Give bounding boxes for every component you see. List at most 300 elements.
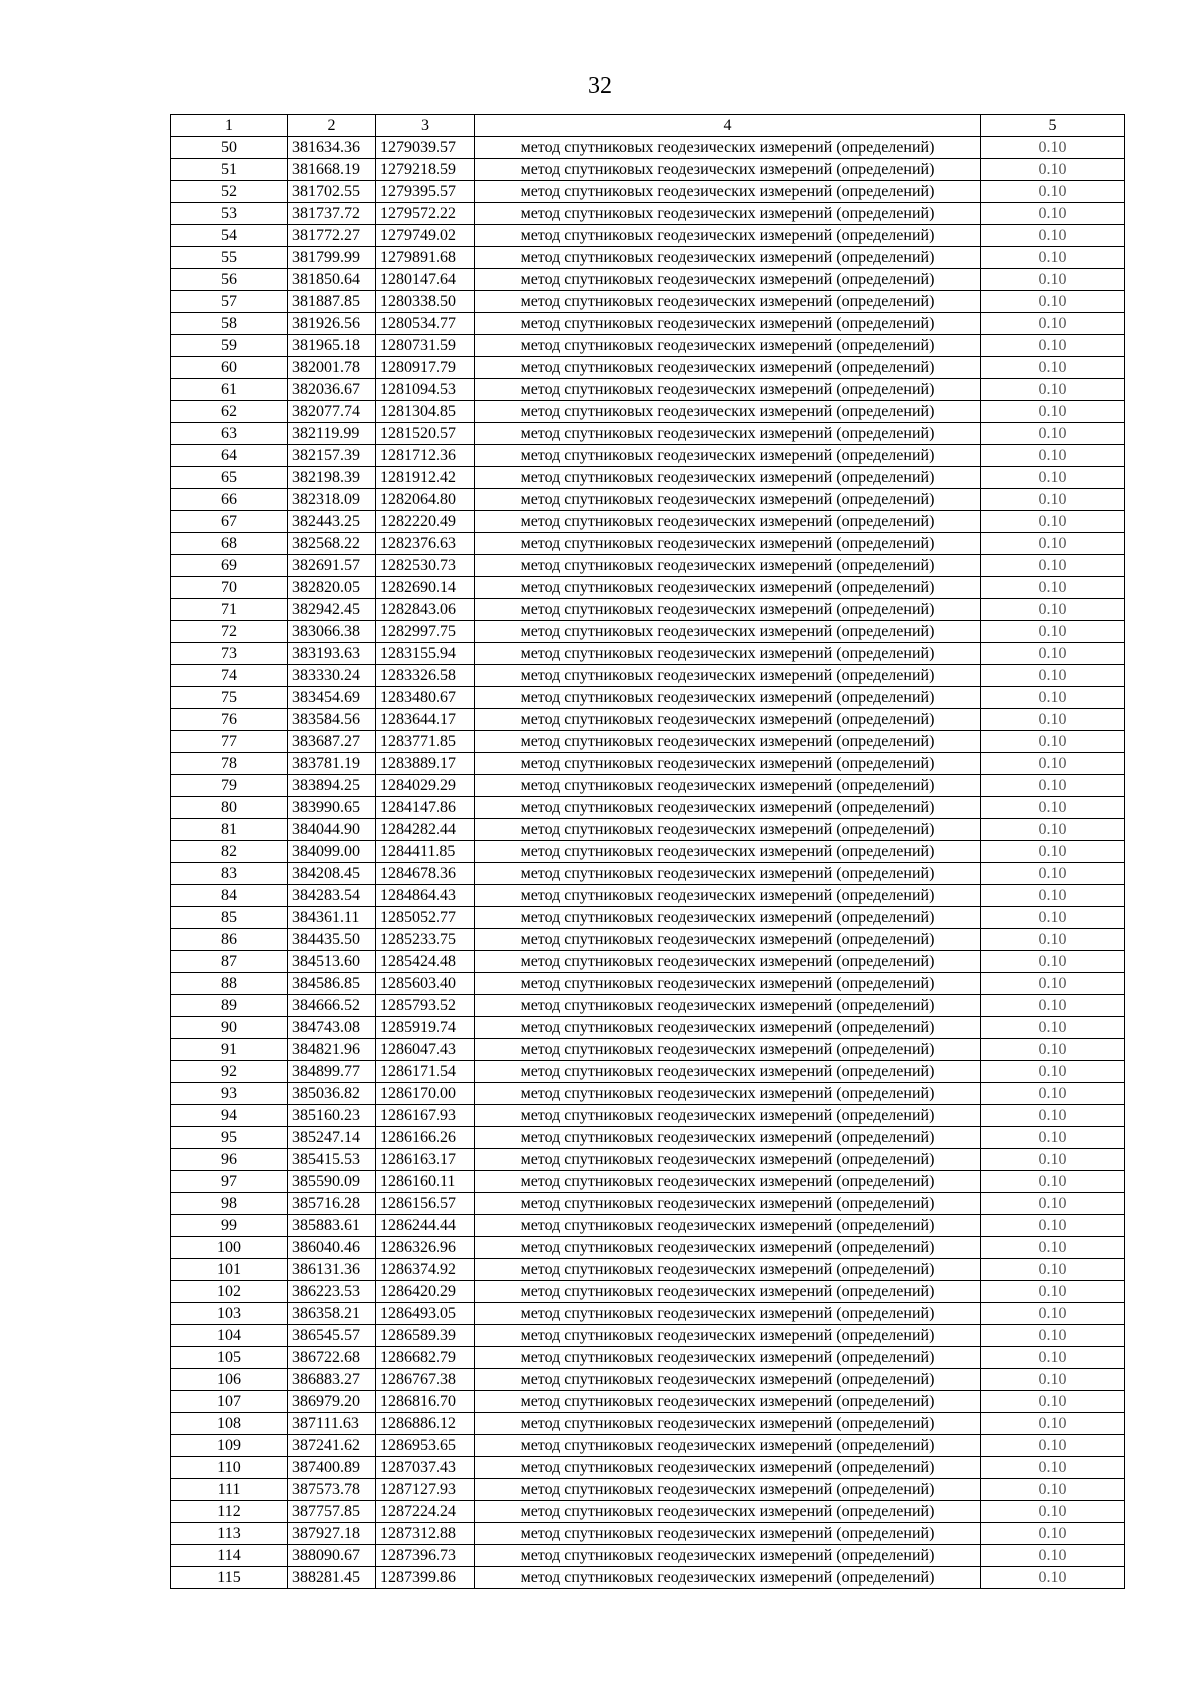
table-row [171, 1171, 1125, 1193]
y-coordinate-cell: 1279218.59 [376, 159, 475, 181]
y-coordinate-cell: 1281712.36 [376, 445, 475, 467]
accuracy-cell: 0.10 [981, 511, 1125, 533]
table-body [171, 115, 1125, 1589]
y-coordinate-cell: 1279749.02 [376, 225, 475, 247]
accuracy-cell: 0.10 [981, 1545, 1125, 1567]
point-number-cell: 109 [171, 1435, 288, 1457]
method-cell: метод спутниковых геодезических измерений (определений) [475, 1281, 981, 1303]
point-number-cell: 59 [171, 335, 288, 357]
table-row [171, 1457, 1125, 1479]
table-row [171, 445, 1125, 467]
x-coordinate-cell: 381668.19 [288, 159, 376, 181]
y-coordinate-cell: 1286589.39 [376, 1325, 475, 1347]
method-cell: метод спутниковых геодезических измерений (определений) [475, 1237, 981, 1259]
y-coordinate-cell: 1280147.64 [376, 269, 475, 291]
method-cell: метод спутниковых геодезических измерений (определений) [475, 225, 981, 247]
point-number-cell: 105 [171, 1347, 288, 1369]
y-coordinate-cell: 1284864.43 [376, 885, 475, 907]
point-number-cell: 71 [171, 599, 288, 621]
table-row [171, 1501, 1125, 1523]
point-number-cell: 114 [171, 1545, 288, 1567]
y-coordinate-cell: 1285919.74 [376, 1017, 475, 1039]
y-coordinate-cell: 1279572.22 [376, 203, 475, 225]
y-coordinate-cell: 1286160.11 [376, 1171, 475, 1193]
point-number-cell: 70 [171, 577, 288, 599]
accuracy-cell: 0.10 [981, 225, 1125, 247]
x-coordinate-cell: 381634.36 [288, 137, 376, 159]
table-row [171, 1325, 1125, 1347]
table-row [171, 863, 1125, 885]
y-coordinate-cell: 1284147.86 [376, 797, 475, 819]
y-coordinate-cell: 1284029.29 [376, 775, 475, 797]
y-coordinate-cell: 1286816.70 [376, 1391, 475, 1413]
y-coordinate-cell: 1285793.52 [376, 995, 475, 1017]
x-coordinate-cell: 383781.19 [288, 753, 376, 775]
method-cell: метод спутниковых геодезических измерений (определений) [475, 511, 981, 533]
method-cell: метод спутниковых геодезических измерений (определений) [475, 1457, 981, 1479]
accuracy-cell: 0.10 [981, 181, 1125, 203]
point-number-cell: 108 [171, 1413, 288, 1435]
point-number-cell: 92 [171, 1061, 288, 1083]
accuracy-cell: 0.10 [981, 863, 1125, 885]
point-number-cell: 64 [171, 445, 288, 467]
x-coordinate-cell: 382942.45 [288, 599, 376, 621]
y-coordinate-cell: 1287312.88 [376, 1523, 475, 1545]
point-number-cell: 74 [171, 665, 288, 687]
accuracy-cell: 0.10 [981, 269, 1125, 291]
point-number-cell: 106 [171, 1369, 288, 1391]
method-cell: метод спутниковых геодезических измерений (определений) [475, 467, 981, 489]
y-coordinate-cell: 1284282.44 [376, 819, 475, 841]
method-cell: метод спутниковых геодезических измерений (определений) [475, 599, 981, 621]
accuracy-cell: 0.10 [981, 357, 1125, 379]
point-number-cell: 61 [171, 379, 288, 401]
table-row [171, 665, 1125, 687]
accuracy-cell: 0.10 [981, 467, 1125, 489]
point-number-cell: 84 [171, 885, 288, 907]
table-row [171, 775, 1125, 797]
x-coordinate-cell: 382119.99 [288, 423, 376, 445]
accuracy-cell: 0.10 [981, 1567, 1125, 1589]
accuracy-cell: 0.10 [981, 1149, 1125, 1171]
x-coordinate-cell: 384821.96 [288, 1039, 376, 1061]
accuracy-cell: 0.10 [981, 709, 1125, 731]
point-number-cell: 90 [171, 1017, 288, 1039]
accuracy-cell: 0.10 [981, 291, 1125, 313]
table-row [171, 599, 1125, 621]
x-coordinate-cell: 387241.62 [288, 1435, 376, 1457]
method-cell: метод спутниковых геодезических измерений (определений) [475, 929, 981, 951]
x-coordinate-cell: 386883.27 [288, 1369, 376, 1391]
table-row [171, 203, 1125, 225]
x-coordinate-cell: 383894.25 [288, 775, 376, 797]
table-row [171, 137, 1125, 159]
point-number-cell: 81 [171, 819, 288, 841]
y-coordinate-cell: 1282220.49 [376, 511, 475, 533]
table-row [171, 357, 1125, 379]
point-number-cell: 111 [171, 1479, 288, 1501]
method-cell: метод спутниковых геодезических измерений (определений) [475, 709, 981, 731]
method-cell: метод спутниковых геодезических измерений (определений) [475, 863, 981, 885]
accuracy-cell: 0.10 [981, 1193, 1125, 1215]
x-coordinate-cell: 382820.05 [288, 577, 376, 599]
method-cell: метод спутниковых геодезических измерений (определений) [475, 269, 981, 291]
header-cell-1: 1 [171, 115, 288, 137]
x-coordinate-cell: 385160.23 [288, 1105, 376, 1127]
point-number-cell: 91 [171, 1039, 288, 1061]
method-cell: метод спутниковых геодезических измерений (определений) [475, 1413, 981, 1435]
point-number-cell: 56 [171, 269, 288, 291]
point-number-cell: 101 [171, 1259, 288, 1281]
x-coordinate-cell: 382157.39 [288, 445, 376, 467]
y-coordinate-cell: 1283326.58 [376, 665, 475, 687]
y-coordinate-cell: 1287037.43 [376, 1457, 475, 1479]
method-cell: метод спутниковых геодезических измерений (определений) [475, 357, 981, 379]
table-row [171, 1545, 1125, 1567]
x-coordinate-cell: 383193.63 [288, 643, 376, 665]
table-row [171, 533, 1125, 555]
y-coordinate-cell: 1283889.17 [376, 753, 475, 775]
y-coordinate-cell: 1284411.85 [376, 841, 475, 863]
y-coordinate-cell: 1286244.44 [376, 1215, 475, 1237]
y-coordinate-cell: 1282690.14 [376, 577, 475, 599]
x-coordinate-cell: 382198.39 [288, 467, 376, 489]
point-number-cell: 67 [171, 511, 288, 533]
accuracy-cell: 0.10 [981, 1479, 1125, 1501]
y-coordinate-cell: 1286156.57 [376, 1193, 475, 1215]
method-cell: метод спутниковых геодезических измерений (определений) [475, 1127, 981, 1149]
accuracy-cell: 0.10 [981, 313, 1125, 335]
coordinates-table [170, 114, 1125, 1589]
table-row [171, 1127, 1125, 1149]
method-cell: метод спутниковых геодезических измерений (определений) [475, 951, 981, 973]
method-cell: метод спутниковых геодезических измерений (определений) [475, 841, 981, 863]
y-coordinate-cell: 1286170.00 [376, 1083, 475, 1105]
y-coordinate-cell: 1287399.86 [376, 1567, 475, 1589]
y-coordinate-cell: 1286326.96 [376, 1237, 475, 1259]
x-coordinate-cell: 385036.82 [288, 1083, 376, 1105]
point-number-cell: 50 [171, 137, 288, 159]
accuracy-cell: 0.10 [981, 621, 1125, 643]
accuracy-cell: 0.10 [981, 1391, 1125, 1413]
table-row [171, 687, 1125, 709]
method-cell: метод спутниковых геодезических измерений (определений) [475, 907, 981, 929]
accuracy-cell: 0.10 [981, 1413, 1125, 1435]
table-row [171, 1193, 1125, 1215]
y-coordinate-cell: 1286047.43 [376, 1039, 475, 1061]
y-coordinate-cell: 1287396.73 [376, 1545, 475, 1567]
point-number-cell: 78 [171, 753, 288, 775]
x-coordinate-cell: 385883.61 [288, 1215, 376, 1237]
point-number-cell: 77 [171, 731, 288, 753]
x-coordinate-cell: 387400.89 [288, 1457, 376, 1479]
accuracy-cell: 0.10 [981, 1457, 1125, 1479]
table-row [171, 841, 1125, 863]
method-cell: метод спутниковых геодезических измерений (определений) [475, 819, 981, 841]
point-number-cell: 87 [171, 951, 288, 973]
accuracy-cell: 0.10 [981, 797, 1125, 819]
table-row [171, 1259, 1125, 1281]
accuracy-cell: 0.10 [981, 401, 1125, 423]
x-coordinate-cell: 385590.09 [288, 1171, 376, 1193]
table-row [171, 555, 1125, 577]
y-coordinate-cell: 1280338.50 [376, 291, 475, 313]
method-cell: метод спутниковых геодезических измерений (определений) [475, 1039, 981, 1061]
table-row [171, 753, 1125, 775]
y-coordinate-cell: 1279891.68 [376, 247, 475, 269]
method-cell: метод спутниковых геодезических измерений (определений) [475, 1215, 981, 1237]
accuracy-cell: 0.10 [981, 1061, 1125, 1083]
accuracy-cell: 0.10 [981, 247, 1125, 269]
method-cell: метод спутниковых геодезических измерений (определений) [475, 1017, 981, 1039]
point-number-cell: 51 [171, 159, 288, 181]
accuracy-cell: 0.10 [981, 951, 1125, 973]
accuracy-cell: 0.10 [981, 775, 1125, 797]
y-coordinate-cell: 1285052.77 [376, 907, 475, 929]
method-cell: метод спутниковых геодезических измерений (определений) [475, 1303, 981, 1325]
y-coordinate-cell: 1282064.80 [376, 489, 475, 511]
table-row [171, 951, 1125, 973]
table-row [171, 929, 1125, 951]
page-number: 32 [588, 73, 612, 99]
method-cell: метод спутниковых геодезических измерений (определений) [475, 731, 981, 753]
accuracy-cell: 0.10 [981, 445, 1125, 467]
accuracy-cell: 0.10 [981, 1435, 1125, 1457]
method-cell: метод спутниковых геодезических измерений (определений) [475, 1193, 981, 1215]
point-number-cell: 65 [171, 467, 288, 489]
x-coordinate-cell: 382443.25 [288, 511, 376, 533]
method-cell: метод спутниковых геодезических измерений (определений) [475, 1435, 981, 1457]
x-coordinate-cell: 384099.00 [288, 841, 376, 863]
accuracy-cell: 0.10 [981, 599, 1125, 621]
y-coordinate-cell: 1283771.85 [376, 731, 475, 753]
point-number-cell: 54 [171, 225, 288, 247]
point-number-cell: 96 [171, 1149, 288, 1171]
x-coordinate-cell: 387573.78 [288, 1479, 376, 1501]
accuracy-cell: 0.10 [981, 555, 1125, 577]
table-row [171, 1523, 1125, 1545]
y-coordinate-cell: 1281094.53 [376, 379, 475, 401]
method-cell: метод спутниковых геодезических измерений (определений) [475, 1259, 981, 1281]
y-coordinate-cell: 1287224.24 [376, 1501, 475, 1523]
table-row [171, 159, 1125, 181]
method-cell: метод спутниковых геодезических измерений (определений) [475, 401, 981, 423]
table-row [171, 313, 1125, 335]
table-row [171, 1435, 1125, 1457]
table-row [171, 1083, 1125, 1105]
accuracy-cell: 0.10 [981, 379, 1125, 401]
accuracy-cell: 0.10 [981, 1215, 1125, 1237]
method-cell: метод спутниковых геодезических измерений (определений) [475, 555, 981, 577]
method-cell: метод спутниковых геодезических измерений (определений) [475, 291, 981, 313]
point-number-cell: 75 [171, 687, 288, 709]
accuracy-cell: 0.10 [981, 973, 1125, 995]
method-cell: метод спутниковых геодезических измерений (определений) [475, 753, 981, 775]
y-coordinate-cell: 1283644.17 [376, 709, 475, 731]
table-row [171, 1567, 1125, 1589]
x-coordinate-cell: 387927.18 [288, 1523, 376, 1545]
table-row [171, 643, 1125, 665]
point-number-cell: 53 [171, 203, 288, 225]
method-cell: метод спутниковых геодезических измерений (определений) [475, 775, 981, 797]
x-coordinate-cell: 382001.78 [288, 357, 376, 379]
method-cell: метод спутниковых геодезических измерений (определений) [475, 1347, 981, 1369]
point-number-cell: 107 [171, 1391, 288, 1413]
table-row [171, 973, 1125, 995]
method-cell: метод спутниковых геодезических измерений (определений) [475, 665, 981, 687]
method-cell: метод спутниковых геодезических измерений (определений) [475, 335, 981, 357]
y-coordinate-cell: 1279039.57 [376, 137, 475, 159]
accuracy-cell: 0.10 [981, 1281, 1125, 1303]
x-coordinate-cell: 381965.18 [288, 335, 376, 357]
table-row [171, 225, 1125, 247]
header-cell-5: 5 [981, 115, 1125, 137]
x-coordinate-cell: 383584.56 [288, 709, 376, 731]
table-row [171, 423, 1125, 445]
point-number-cell: 73 [171, 643, 288, 665]
accuracy-cell: 0.10 [981, 423, 1125, 445]
accuracy-cell: 0.10 [981, 1259, 1125, 1281]
table-row [171, 819, 1125, 841]
point-number-cell: 55 [171, 247, 288, 269]
x-coordinate-cell: 383330.24 [288, 665, 376, 687]
table-row [171, 1413, 1125, 1435]
y-coordinate-cell: 1286493.05 [376, 1303, 475, 1325]
accuracy-cell: 0.10 [981, 335, 1125, 357]
accuracy-cell: 0.10 [981, 929, 1125, 951]
x-coordinate-cell: 387757.85 [288, 1501, 376, 1523]
x-coordinate-cell: 384361.11 [288, 907, 376, 929]
table-row [171, 181, 1125, 203]
method-cell: метод спутниковых геодезических измерений (определений) [475, 797, 981, 819]
table-row [171, 709, 1125, 731]
method-cell: метод спутниковых геодезических измерений (определений) [475, 489, 981, 511]
accuracy-cell: 0.10 [981, 819, 1125, 841]
accuracy-cell: 0.10 [981, 687, 1125, 709]
point-number-cell: 110 [171, 1457, 288, 1479]
table-row [171, 731, 1125, 753]
y-coordinate-cell: 1287127.93 [376, 1479, 475, 1501]
method-cell: метод спутниковых геодезических измерений (определений) [475, 445, 981, 467]
method-cell: метод спутниковых геодезических измерений (определений) [475, 1061, 981, 1083]
x-coordinate-cell: 386979.20 [288, 1391, 376, 1413]
x-coordinate-cell: 388281.45 [288, 1567, 376, 1589]
table-row [171, 1347, 1125, 1369]
method-cell: метод спутниковых геодезических измерений (определений) [475, 1325, 981, 1347]
x-coordinate-cell: 381772.27 [288, 225, 376, 247]
point-number-cell: 58 [171, 313, 288, 335]
y-coordinate-cell: 1286374.92 [376, 1259, 475, 1281]
y-coordinate-cell: 1286166.26 [376, 1127, 475, 1149]
point-number-cell: 76 [171, 709, 288, 731]
x-coordinate-cell: 381799.99 [288, 247, 376, 269]
point-number-cell: 93 [171, 1083, 288, 1105]
accuracy-cell: 0.10 [981, 841, 1125, 863]
point-number-cell: 85 [171, 907, 288, 929]
point-number-cell: 69 [171, 555, 288, 577]
method-cell: метод спутниковых геодезических измерений (определений) [475, 577, 981, 599]
method-cell: метод спутниковых геодезических измерений (определений) [475, 643, 981, 665]
table-row [171, 379, 1125, 401]
point-number-cell: 62 [171, 401, 288, 423]
table-row [171, 995, 1125, 1017]
x-coordinate-cell: 382568.22 [288, 533, 376, 555]
x-coordinate-cell: 386722.68 [288, 1347, 376, 1369]
accuracy-cell: 0.10 [981, 1523, 1125, 1545]
x-coordinate-cell: 381887.85 [288, 291, 376, 313]
x-coordinate-cell: 381926.56 [288, 313, 376, 335]
x-coordinate-cell: 386358.21 [288, 1303, 376, 1325]
y-coordinate-cell: 1281304.85 [376, 401, 475, 423]
x-coordinate-cell: 387111.63 [288, 1413, 376, 1435]
accuracy-cell: 0.10 [981, 489, 1125, 511]
method-cell: метод спутниковых геодезических измерений (определений) [475, 1149, 981, 1171]
point-number-cell: 79 [171, 775, 288, 797]
point-number-cell: 83 [171, 863, 288, 885]
method-cell: метод спутниковых геодезических измерений (определений) [475, 687, 981, 709]
table-row [171, 907, 1125, 929]
table-row [171, 1237, 1125, 1259]
table-row [171, 291, 1125, 313]
point-number-cell: 103 [171, 1303, 288, 1325]
y-coordinate-cell: 1280534.77 [376, 313, 475, 335]
x-coordinate-cell: 388090.67 [288, 1545, 376, 1567]
point-number-cell: 112 [171, 1501, 288, 1523]
table-row [171, 1303, 1125, 1325]
x-coordinate-cell: 385247.14 [288, 1127, 376, 1149]
accuracy-cell: 0.10 [981, 907, 1125, 929]
x-coordinate-cell: 382036.67 [288, 379, 376, 401]
y-coordinate-cell: 1282530.73 [376, 555, 475, 577]
accuracy-cell: 0.10 [981, 731, 1125, 753]
x-coordinate-cell: 384666.52 [288, 995, 376, 1017]
x-coordinate-cell: 384743.08 [288, 1017, 376, 1039]
table-row [171, 621, 1125, 643]
accuracy-cell: 0.10 [981, 1303, 1125, 1325]
table-row [171, 1479, 1125, 1501]
method-cell: метод спутниковых геодезических измерений (определений) [475, 313, 981, 335]
table-row [171, 577, 1125, 599]
accuracy-cell: 0.10 [981, 1237, 1125, 1259]
table-row [171, 1039, 1125, 1061]
point-number-cell: 86 [171, 929, 288, 951]
table-row [171, 1017, 1125, 1039]
method-cell: метод спутниковых геодезических измерений (определений) [475, 533, 981, 555]
y-coordinate-cell: 1280917.79 [376, 357, 475, 379]
y-coordinate-cell: 1286767.38 [376, 1369, 475, 1391]
method-cell: метод спутниковых геодезических измерений (определений) [475, 379, 981, 401]
method-cell: метод спутниковых геодезических измерений (определений) [475, 1501, 981, 1523]
x-coordinate-cell: 382691.57 [288, 555, 376, 577]
y-coordinate-cell: 1285424.48 [376, 951, 475, 973]
method-cell: метод спутниковых геодезических измерений (определений) [475, 247, 981, 269]
y-coordinate-cell: 1286953.65 [376, 1435, 475, 1457]
x-coordinate-cell: 386040.46 [288, 1237, 376, 1259]
point-number-cell: 94 [171, 1105, 288, 1127]
method-cell: метод спутниковых геодезических измерений (определений) [475, 1105, 981, 1127]
point-number-cell: 113 [171, 1523, 288, 1545]
point-number-cell: 88 [171, 973, 288, 995]
accuracy-cell: 0.10 [981, 577, 1125, 599]
accuracy-cell: 0.10 [981, 159, 1125, 181]
method-cell: метод спутниковых геодезических измерений (определений) [475, 1523, 981, 1545]
accuracy-cell: 0.10 [981, 1105, 1125, 1127]
accuracy-cell: 0.10 [981, 753, 1125, 775]
accuracy-cell: 0.10 [981, 1325, 1125, 1347]
header-cell-3: 3 [376, 115, 475, 137]
method-cell: метод спутниковых геодезических измерений (определений) [475, 1369, 981, 1391]
y-coordinate-cell: 1282997.75 [376, 621, 475, 643]
